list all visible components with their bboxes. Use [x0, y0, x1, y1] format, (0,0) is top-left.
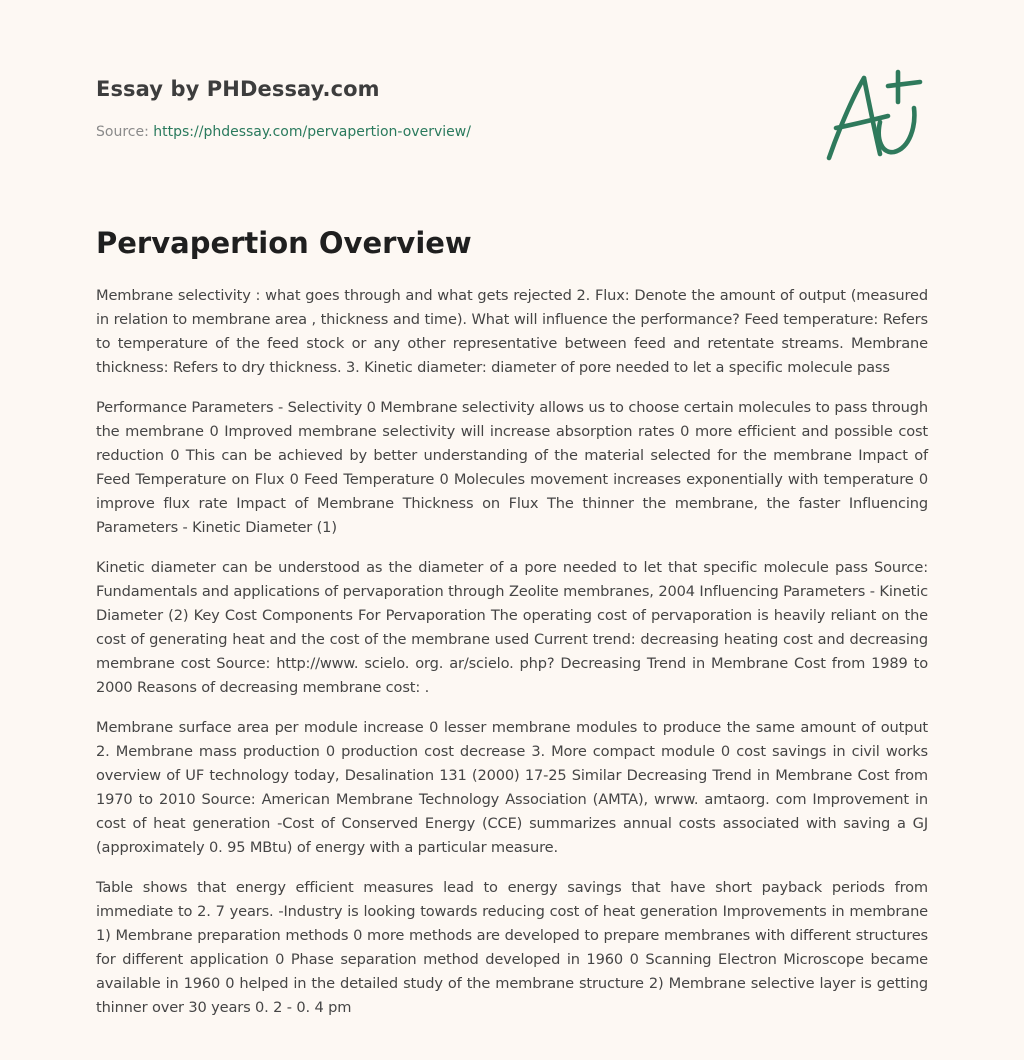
brand-title: Essay by PHDessay.com — [96, 77, 380, 101]
source-line — [96, 124, 471, 140]
essay-paragraph: Membrane selectivity : what goes through and what gets rejected 2. Flux: Denote the amount of output (measured in relation to membrane area , thickness and time). What will influence the performance? Feed temperature: Refers to temperature of the feed stock or any other representative between feed and retentate streams. Membrane thickness: Refers to dry thickness. 3. Kinetic diameter: diameter of pore needed to let a specific molecule pass — [96, 287, 928, 376]
essay-paragraph: Kinetic diameter can be understood as the diameter of a pore needed to let that specific molecule pass Source: Fundamentals and applications of pervaporation through Zeolite membranes, 2004 Influencing Parameters - Kinetic Diameter (2) Key Cost Components For Pervaporation The operating cost of pervaporation is heavily reliant on the cost of generating heat and the cost of the membrane used Current trend: decreasing heating cost and decreasing membrane cost Source: http://www. scielo. org. ar/scielo. php? Decreasing Trend in Membrane Cost from 1989 to 2000 Reasons of decreasing membrane cost: . — [96, 559, 928, 696]
source-link[interactable]: https://phdessay.com/pervapertion-overview/ — [153, 124, 471, 140]
source-label: Source: — [96, 124, 154, 140]
essay-paragraph: Performance Parameters - Selectivity 0 Membrane selectivity allows us to choose certain molecules to pass through the membrane 0 Improved membrane selectivity will increase absorption rates 0 more efficient and possible cost reduction 0 This can be achieved by better understanding of the material selected for the membrane Impact of Feed Temperature on Flux 0 Feed Temperature 0 Molecules movement increases exponentially with temperature 0 improve flux rate Impact of Membrane Thickness on Flux The thinner the membrane, the faster Influencing Parameters - Kinetic Diameter (1) — [96, 399, 928, 536]
a-plus-logo-icon — [822, 68, 928, 164]
essay-paragraph: Membrane surface area per module increase 0 lesser membrane modules to produce the same amount of output 2. Membrane mass production 0 production cost decrease 3. More compact module 0 cost savings in civil works overview of UF technology today, Desalination 131 (2000) 17-25 Similar Decreasing Trend in Membrane Cost from 1970 to 2010 Source: American Membrane Technology Association (AMTA), wrww. amtaorg. com Improvement in cost of heat generation -Cost of Conserved Energy (CCE) summarizes annual costs associated with saving a GJ (approximately 0. 95 MBtu) of energy with a particular measure. — [96, 719, 928, 856]
essay-paragraph: Table shows that energy efficient measures lead to energy savings that have short payback periods from immediate to 2. 7 years. -Industry is looking towards reducing cost of heat generation Improvements in membrane 1) Membrane preparation methods 0 more methods are developed to prepare membranes with different structures for different application 0 Phase separation method developed in 1960 0 Scanning Electron Microscope became available in 1960 0 helped in the detailed study of the membrane structure 2) Membrane selective layer is getting thinner over 30 years 0. 2 - 0. 4 pm — [96, 879, 928, 1016]
essay-body — [96, 284, 928, 1036]
essay-title: Pervapertion Overview — [96, 226, 472, 260]
